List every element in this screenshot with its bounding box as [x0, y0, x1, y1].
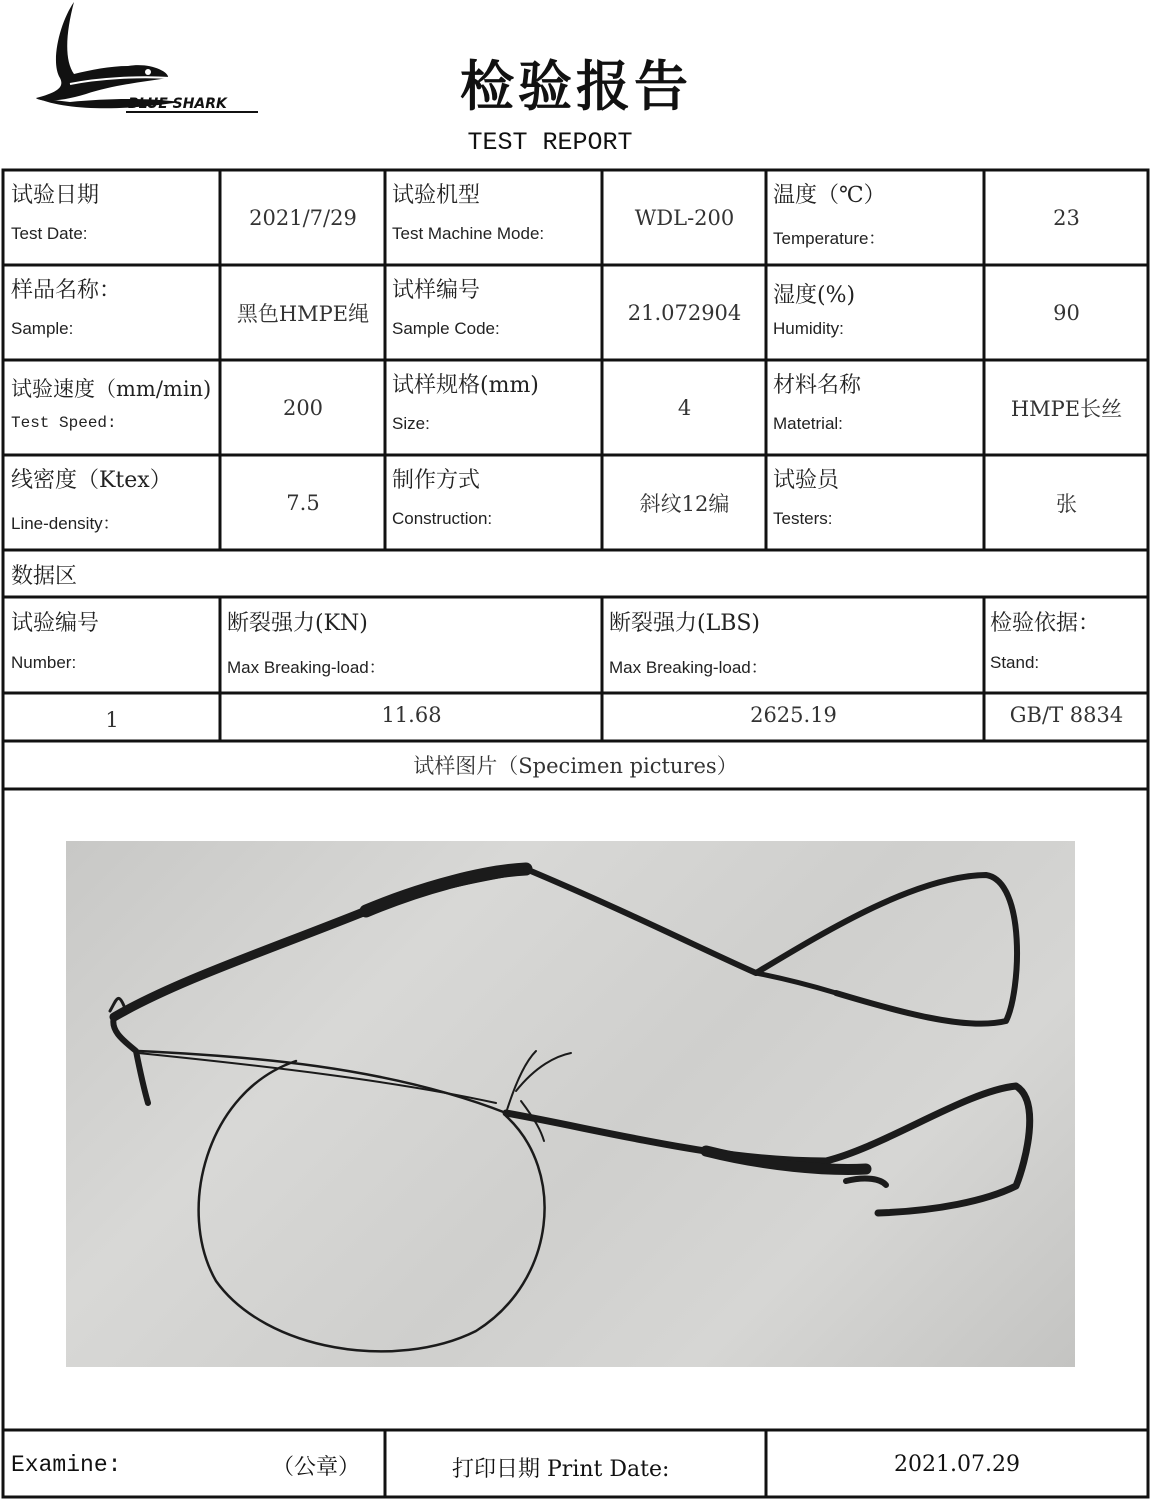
construction-label-cn: 制作方式 — [392, 468, 481, 493]
test-date-value: 2021/7/29 — [249, 206, 357, 230]
sample-code-value: 21.072904 — [627, 301, 742, 325]
official-seal-label: （公章） — [272, 1455, 361, 1480]
number-header-en: Number: — [11, 653, 77, 672]
breaking-load-kn-header-en: Max Breaking-load： — [227, 658, 386, 677]
construction-value: 斜纹12编 — [639, 492, 730, 516]
test-date-label-cn: 试验日期 — [11, 183, 100, 208]
material-value: HMPE长丝 — [1010, 397, 1123, 421]
construction-label-en: Construction: — [392, 509, 493, 528]
machine-mode-label-en: Test Machine Mode: — [392, 224, 545, 243]
data-section-label: 数据区 — [11, 564, 78, 589]
standard-header-cn: 检验依据： — [990, 611, 1101, 636]
report-title-en: TEST REPORT — [467, 128, 633, 157]
testers-label-en: Testers: — [773, 509, 833, 528]
sample-label-cn: 样品名称： — [11, 278, 122, 303]
standard-header-en: Stand: — [990, 653, 1040, 672]
breaking-load-lbs-header-en: Max Breaking-load： — [609, 658, 768, 677]
report-title-cn: 检验报告 — [460, 55, 692, 118]
rope-specimen-image — [66, 841, 1075, 1367]
size-label-en: Size: — [392, 414, 430, 433]
machine-mode-label-cn: 试验机型 — [392, 183, 481, 208]
line-density-value: 7.5 — [286, 491, 320, 515]
data-lbs-value: 2625.19 — [750, 703, 837, 727]
data-standard-value: GB/T 8834 — [1009, 703, 1124, 727]
examine-label: Examine: — [11, 1452, 122, 1478]
size-value: 4 — [677, 396, 692, 420]
data-number-value: 1 — [105, 708, 119, 732]
breaking-load-kn-header-cn: 断裂强力(KN) — [227, 611, 368, 636]
test-date-label-en: Test Date: — [11, 224, 88, 243]
testers-label-cn: 试验员 — [773, 468, 840, 493]
material-label-cn: 材料名称 — [773, 373, 862, 398]
number-header-cn: 试验编号 — [11, 611, 100, 636]
print-date-label: 打印日期 Print Date: — [452, 1457, 670, 1482]
test-speed-label-en: Test Speed: — [11, 414, 117, 432]
size-label-cn: 试样规格(mm) — [392, 373, 539, 398]
sample-code-label-en: Sample Code: — [392, 319, 500, 338]
specimen-pictures-label: 试样图片（Specimen pictures） — [413, 754, 738, 778]
test-speed-label-cn: 试验速度（mm/min) — [11, 377, 212, 401]
line-density-label-cn: 线密度（Ktex） — [11, 468, 172, 493]
line-density-label-en: Line-density： — [11, 514, 120, 533]
print-date-value: 2021.07.29 — [894, 1451, 1020, 1477]
testers-value: 张 — [1056, 492, 1077, 516]
test-speed-value: 200 — [282, 396, 324, 420]
sample-code-label-cn: 试样编号 — [392, 278, 481, 303]
humidity-label-cn: 湿度(%) — [773, 283, 856, 308]
sample-value: 黑色HMPE绳 — [236, 302, 370, 326]
specimen-photo — [66, 841, 1075, 1367]
temperature-value: 23 — [1053, 206, 1080, 230]
humidity-label-en: Humidity: — [773, 319, 844, 338]
temperature-label-cn: 温度（℃） — [773, 183, 886, 208]
brand-name: BLUE SHARK — [128, 96, 227, 112]
breaking-load-lbs-header-cn: 断裂强力(LBS) — [609, 611, 761, 636]
material-label-en: Matetrial: — [773, 414, 843, 433]
machine-mode-value: WDL-200 — [634, 206, 735, 230]
data-kn-value: 11.68 — [381, 703, 442, 727]
sample-label-en: Sample: — [11, 319, 74, 338]
humidity-value: 90 — [1053, 301, 1080, 325]
temperature-label-en: Temperature： — [773, 229, 886, 248]
